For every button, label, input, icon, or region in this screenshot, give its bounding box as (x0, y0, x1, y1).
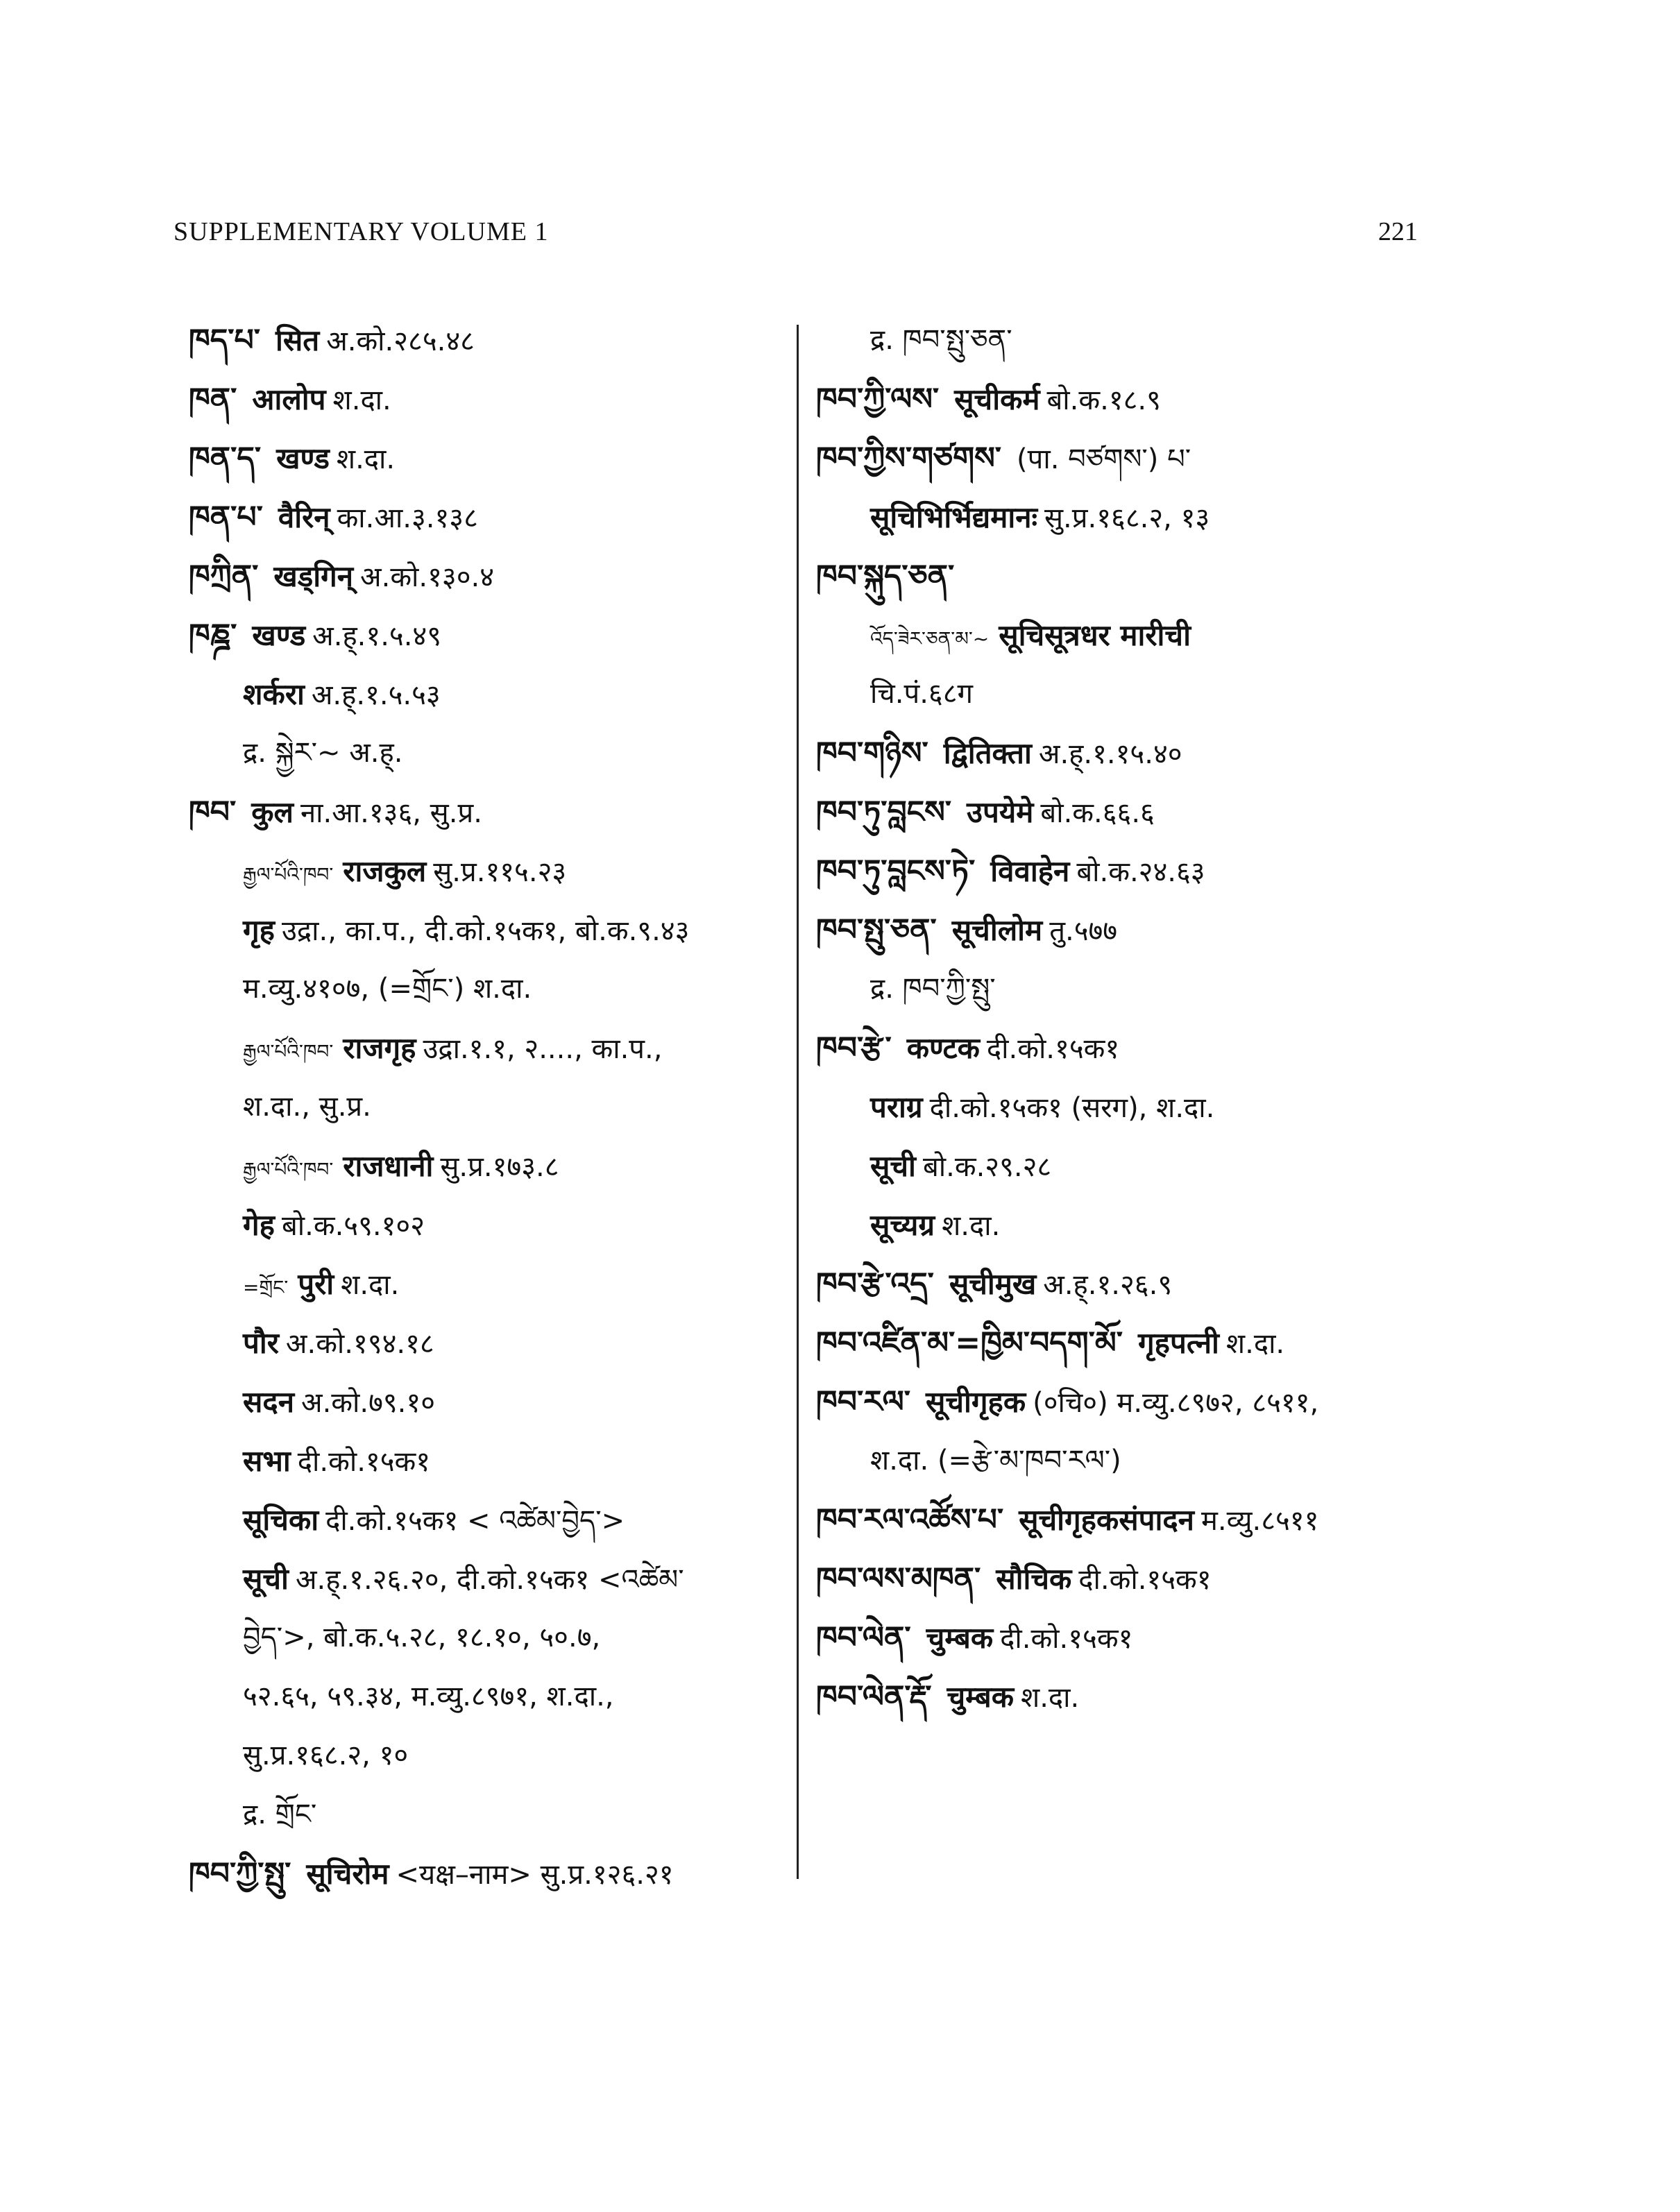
tibetan-headword: ཁབ་རལ་འཚོས་པ་ (816, 1502, 1004, 1538)
tibetan-headword: ཁབ་ཀྱི་སྤུ་ (189, 1856, 291, 1891)
source-reference: दी.को.१५क१ (1000, 1623, 1133, 1655)
sanskrit-equivalent: सूचीमुख (949, 1267, 1037, 1301)
tibetan-headword: ཁབ་ལེན་ (816, 1620, 911, 1656)
dictionary-subentry (816, 1431, 1441, 1490)
source-reference: श.दा., सु.प्र. (243, 1091, 371, 1123)
dictionary-entry (189, 370, 786, 429)
dictionary-subentry (189, 1549, 786, 1608)
sanskrit-equivalent: चुम्बक (947, 1680, 1015, 1714)
dictionary-subentry (816, 606, 1441, 665)
tibetan-headword: ཁབ་ཀྱིས་གཙགས་ (816, 441, 1002, 476)
sanskrit-equivalent: राजधानी (343, 1149, 434, 1183)
tibetan-headword: ཁན་ད་ (189, 441, 262, 476)
tibetan-headword: ཁབ་སྐུད་ཅན་ (816, 559, 955, 594)
sanskrit-equivalent: राजगृह (343, 1031, 416, 1065)
dictionary-subentry (816, 488, 1441, 547)
dictionary-subentry (189, 724, 786, 783)
dictionary-entry (816, 1019, 1441, 1078)
source-reference: अ.ह्.१.५.४९ (312, 620, 442, 652)
dictionary-entry (189, 547, 786, 606)
source-reference: म.व्यु.८५११ (1200, 1505, 1319, 1537)
source-reference: श.दा. (332, 384, 391, 416)
tibetan-headword: ཁབ་རྩེ་འདྲ་ (816, 1266, 934, 1302)
source-reference: अ.ह्.१.५.५३ (311, 679, 441, 711)
source-reference: श.दा. (341, 1269, 400, 1301)
tibetan-compound: =གྲོང་ (243, 1276, 289, 1299)
sanskrit-equivalent: सित (275, 323, 320, 357)
sanskrit-equivalent: सूचीकर्म (954, 382, 1040, 416)
dictionary-subentry (189, 1019, 786, 1078)
sanskrit-equivalent: सूची (870, 1149, 916, 1183)
sanskrit-equivalent: कण्टक (906, 1031, 980, 1065)
dictionary-subentry (816, 1137, 1441, 1196)
column-divider (797, 325, 799, 1879)
sanskrit-equivalent: सभा (243, 1444, 291, 1478)
dictionary-entry (189, 311, 786, 370)
dictionary-subentry (189, 1608, 786, 1667)
dictionary-entry (816, 1372, 1441, 1431)
sanskrit-equivalent: गृहपत्नी (1138, 1326, 1219, 1360)
tibetan-compound: འོད་ཟེར་ཅན་མ་~ (870, 627, 990, 650)
sanskrit-equivalent: सूचिका (243, 1503, 319, 1537)
sanskrit-equivalent: पुरी (298, 1267, 334, 1301)
tibetan-compound: རྒྱལ་པོའི་ཁབ་ (243, 863, 334, 886)
dictionary-subentry (189, 1667, 786, 1726)
source-reference: अ.को.१३०.४ (360, 561, 495, 593)
dictionary-subentry (189, 1726, 786, 1785)
source-reference: दी.को.१५क१ (सरग), श.दा. (929, 1092, 1215, 1124)
dictionary-subentry (189, 901, 786, 960)
dictionary-entry (189, 606, 786, 665)
tibetan-headword: ཁབ་གཉིས་ (816, 735, 928, 771)
source-reference: उद्रा., का.प., दी.को.१५क१, बो.क.९.४३ (281, 915, 690, 947)
source-reference: तु.५७७ (1049, 915, 1118, 947)
sanskrit-equivalent: सूचीलोम (951, 913, 1043, 947)
tibetan-headword: ཁཎྜ་ (189, 618, 237, 653)
dictionary-subentry (189, 1196, 786, 1254)
dictionary-subentry (816, 1196, 1441, 1254)
tibetan-headword: ཁབ་ཏུ་བླངས་ (816, 794, 952, 830)
sanskrit-equivalent: सूचीगृहक (925, 1385, 1026, 1419)
sanskrit-equivalent: पराग्र (870, 1090, 923, 1124)
source-reference: बो.क.२४.६३ (1076, 856, 1205, 888)
dictionary-subentry (189, 1254, 786, 1313)
dictionary-entry (816, 1490, 1441, 1549)
dictionary-entry (816, 1254, 1441, 1313)
dictionary-entry (816, 901, 1441, 960)
dictionary-subentry (189, 842, 786, 901)
tibetan-headword: ཁབ་ལས་མཁན་ (816, 1561, 981, 1597)
dictionary-subentry (816, 311, 1441, 370)
source-reference: श.दा. (336, 443, 396, 475)
sanskrit-equivalent: गेह (243, 1208, 275, 1242)
sanskrit-equivalent: गृह (243, 913, 275, 947)
tibetan-headword: ཁབ་སྤུ་ཅན་ (816, 912, 937, 948)
sanskrit-equivalent: शर्करा (243, 677, 305, 711)
dictionary-subentry (816, 1078, 1441, 1137)
source-reference: बो.क.२९.२८ (922, 1151, 1052, 1183)
tibetan-headword: ཁན་པ་ (189, 500, 263, 535)
sanskrit-equivalent: चुम्बक (926, 1621, 994, 1655)
source-reference: सु.प्र.१६८.२, १३ (1044, 502, 1210, 534)
dictionary-entry (816, 783, 1441, 842)
sanskrit-equivalent: सूचिरोम (306, 1857, 389, 1891)
dictionary-entry (816, 547, 1441, 606)
dictionary-subentry (816, 960, 1441, 1019)
source-reference: <यक्ष–नाम> सु.प्र.१२६.२१ (396, 1859, 674, 1891)
sanskrit-equivalent: सूचीगृहकसंपादन (1019, 1503, 1194, 1537)
source-reference: चि.पं.६८ग (870, 678, 974, 710)
source-reference: अ.को.७९.१० (301, 1387, 436, 1419)
sanskrit-equivalent: द्वितिक्ता (943, 736, 1032, 770)
tibetan-compound: རྒྱལ་པོའི་ཁབ་ (243, 1158, 334, 1181)
dictionary-subentry (816, 665, 1441, 724)
sanskrit-equivalent: सदन (243, 1385, 295, 1419)
source-reference: दी.को.१५क१ < འཚེམ་བྱེད་> (325, 1505, 625, 1537)
sanskrit-equivalent: खण्ड (276, 441, 330, 475)
source-reference: བྱེད་>, बो.क.५.२८, १८.१०, ५०.७, (243, 1622, 601, 1653)
dictionary-subentry (189, 1785, 786, 1844)
tibetan-headword: ཁབ་ལེན་རྡོ་ (816, 1679, 932, 1715)
sanskrit-equivalent: वैरिन् (278, 500, 330, 534)
source-reference: सु.प्र.११५.२३ (433, 856, 567, 888)
source-reference: द्र. ཁབ་སྤུ་ཅན་ (870, 324, 1012, 356)
source-reference: अ.को.१९४.१८ (285, 1328, 434, 1360)
dictionary-entry (816, 1608, 1441, 1667)
page-number: 221 (1378, 217, 1418, 246)
source-reference: ना.आ.१३६, सु.प्र. (300, 797, 482, 829)
source-reference: अ.ह्.१.२६.९ (1043, 1269, 1173, 1301)
tibetan-headword: ཁབ་འཛིན་མ་=ཁྱིམ་བདག་མོ་ (816, 1325, 1123, 1361)
dictionary-subentry (189, 1372, 786, 1431)
source-reference: श.दा. (942, 1210, 1001, 1242)
sanskrit-equivalent: सूचिभिर्भिद्यमानः (870, 500, 1037, 534)
dictionary-entry (816, 724, 1441, 783)
dictionary-entry (816, 429, 1441, 488)
sanskrit-equivalent: राजकुल (343, 854, 427, 888)
source-reference: दी.को.१५क१ (297, 1446, 431, 1478)
source-reference: श.दा. (1021, 1682, 1080, 1714)
source-reference: का.आ.३.१३८ (337, 502, 478, 534)
tibetan-headword: ཁབ་ཏུ་བླངས་ཏེ་ (816, 853, 976, 889)
source-reference: ५२.६५, ५९.३४, म.व्यु.८९७१, श.दा., (243, 1681, 614, 1712)
source-reference: बो.क.६६.६ (1040, 797, 1155, 829)
dictionary-subentry (189, 1490, 786, 1549)
dictionary-subentry (189, 960, 786, 1019)
source-reference: बो.क.१८.९ (1046, 384, 1161, 416)
sanskrit-equivalent: सूच्यग्र (870, 1208, 935, 1242)
dictionary-subentry (189, 1313, 786, 1372)
source-reference: द्र. སྐྱེར་~ अ.ह्. (243, 737, 403, 769)
source-reference: द्र. ཁབ་ཀྱི་སྤུ་ (870, 973, 996, 1005)
sanskrit-equivalent: उपयेमे (967, 795, 1034, 829)
source-reference: उद्रा.१.१, २...., का.प., (423, 1033, 663, 1065)
tibetan-headword: ཁབ་ཀྱི་ལས་ (816, 382, 940, 417)
dictionary-subentry (189, 1137, 786, 1196)
source-reference: सु.प्र.१६८.२, १० (243, 1739, 409, 1771)
tibetan-headword: ཁབ་རལ་ (816, 1384, 910, 1420)
tibetan-headword: ཁད་པ་ (189, 323, 260, 358)
running-head: SUPPLEMENTARY VOLUME 1 (173, 217, 549, 246)
dictionary-entry (816, 1313, 1441, 1372)
source-reference: म.व्यु.४१०७, (=གྲོང་) श.दा. (243, 973, 532, 1005)
sanskrit-equivalent: सूचिसूत्रधर मारीची (999, 618, 1191, 652)
dictionary-entry (816, 1667, 1441, 1726)
sanskrit-equivalent: खड्गिन् (273, 559, 354, 593)
source-reference: अ.ह्.१.२६.२०, दी.को.१५क१ <འཚེམ་ (295, 1564, 684, 1596)
sanskrit-equivalent: सौचिक (996, 1562, 1072, 1596)
tibetan-headword: ཁཀྲིན་ (189, 559, 259, 594)
right-column (816, 311, 1441, 1726)
source-reference: (०चि०) म.व्यु.८९७२, ८५११, (1033, 1387, 1319, 1419)
source-reference: श.दा. (=རྩེ་མ་ཁབ་རལ་) (870, 1445, 1121, 1477)
dictionary-entry (189, 1844, 786, 1903)
source-reference: अ.को.२८५.४८ (326, 325, 475, 357)
sanskrit-equivalent: आलोप (252, 382, 326, 416)
source-reference: अ.ह्.१.१५.४० (1038, 738, 1182, 770)
source-reference: दी.को.१५क१ (1078, 1564, 1212, 1596)
source-reference: श.दा. (1225, 1328, 1285, 1360)
dictionary-entry (816, 1549, 1441, 1608)
source-reference: (पा. བཙགས་) པ་ (1017, 443, 1191, 475)
tibetan-headword: ཁབ་ (189, 794, 237, 830)
dictionary-entry (189, 783, 786, 842)
source-reference: सु.प्र.१७३.८ (440, 1151, 559, 1183)
source-reference: बो.क.५९.१०२ (281, 1210, 425, 1242)
dictionary-entry (189, 488, 786, 547)
sanskrit-equivalent: पौर (243, 1326, 279, 1360)
tibetan-compound: རྒྱལ་པོའི་ཁབ་ (243, 1040, 334, 1063)
sanskrit-equivalent: सूची (243, 1562, 289, 1596)
left-column (189, 311, 786, 1903)
sanskrit-equivalent: खण्ड (252, 618, 306, 652)
dictionary-subentry (189, 665, 786, 724)
dictionary-entry (816, 370, 1441, 429)
dictionary-subentry (189, 1431, 786, 1490)
tibetan-headword: ཁབ་རྩེ་ (816, 1030, 892, 1066)
tibetan-headword: ཁན་ (189, 382, 237, 417)
sanskrit-equivalent: विवाहेन (990, 854, 1070, 888)
sanskrit-equivalent: कुल (251, 795, 294, 829)
source-reference: दी.को.१५क१ (986, 1033, 1120, 1065)
dictionary-entry (189, 429, 786, 488)
source-reference: द्र. གྲོང་ (243, 1798, 317, 1830)
dictionary-subentry (189, 1078, 786, 1137)
dictionary-entry (816, 842, 1441, 901)
